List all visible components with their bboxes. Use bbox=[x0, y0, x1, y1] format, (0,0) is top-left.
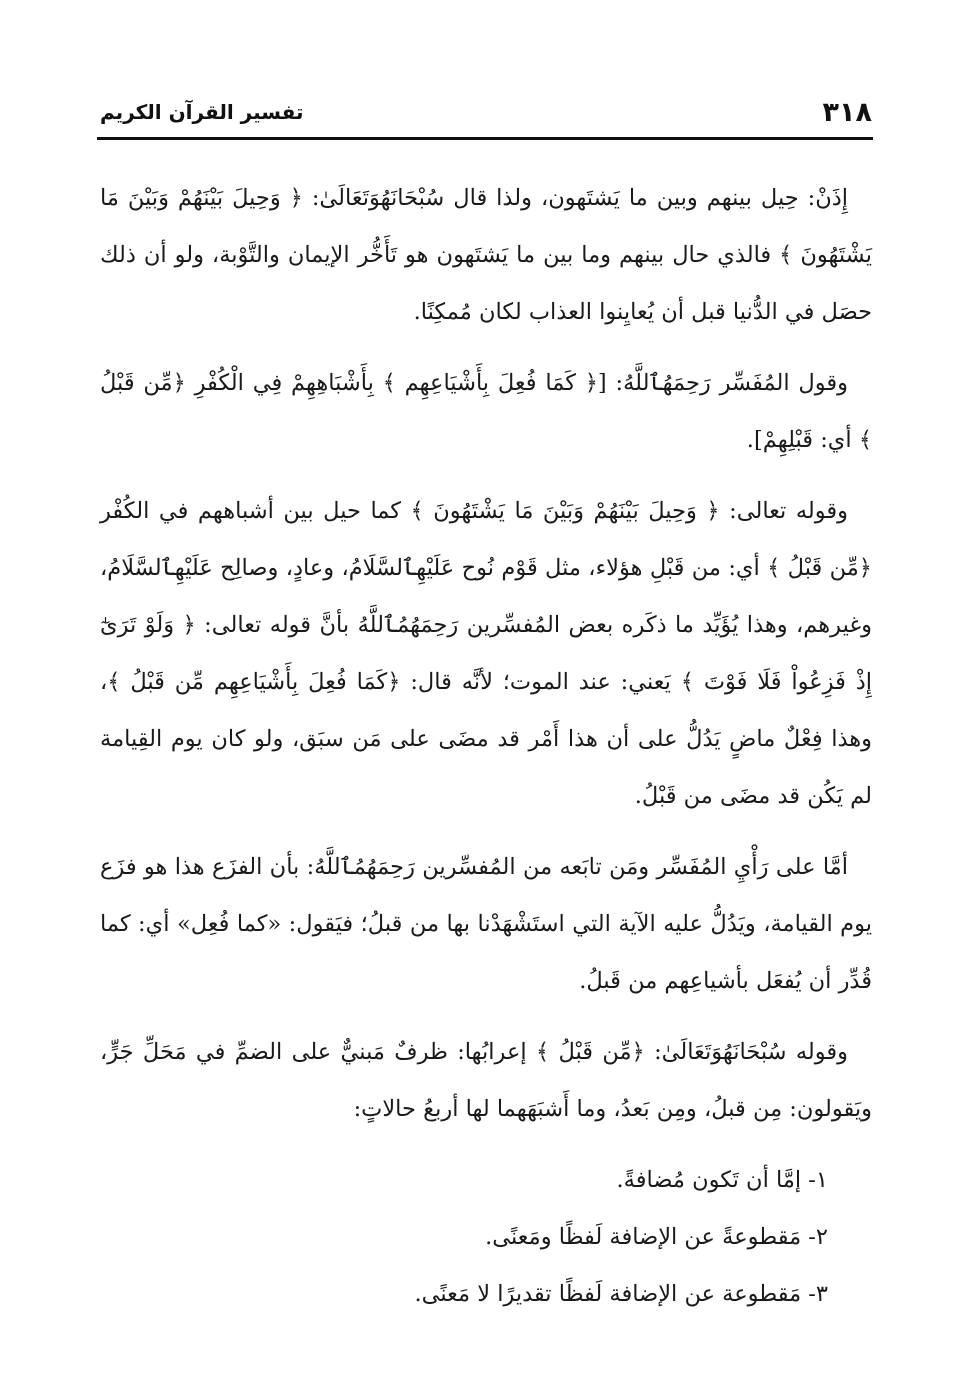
paragraph-5: وقوله سُبْحَانَهُوَتَعَالَىٰ: ﴿مِّن قَبْلُ ﴾ إعرابُها: ظرفٌ مَبنيٌّ على الضمِّ في مَحَلِّ جَرٍّ، ويَقولون: مِن قبلُ، ومِن بَعدُ، وما أَشبَهَهما لها أربعُ حالاتٍ: bbox=[100, 1039, 872, 1122]
cases-list bbox=[100, 1152, 872, 1323]
book-title: تفسير القرآن الكريم bbox=[100, 100, 304, 124]
header-divider bbox=[97, 137, 873, 140]
paragraph-1: إِذَنْ: حِيل بينهم وبين ما يَشتَهون، ولذا قال سُبْحَانَهُوَتَعَالَىٰ: ﴿ وَحِيلَ بَيْنَهُمْ وَبَيْنَ مَا يَشْتَهُونَ ﴾ فالذي حال بينهم وما بين ما يَشتَهون هو تَأَخُّر الإيمان والتَّوْبة، ولو أن ذلك حصَل في الدُّنيا قبل أن يُعايِنوا العذاب لكان مُمكِنًا. bbox=[100, 185, 872, 325]
paragraph-4: أمَّا على رَأْيِ المُفَسِّر ومَن تابَعه من المُفسِّرين رَحِمَهُمُٱللَّهُ: بأن الفزَع هذا هو فزَع يوم القيامة، ويَدُلُّ عليه الآية التي استَشْهَدْنا بها من قبلُ؛ فيَقول: «كما فُعِل» أي: كما قُدِّر أن يُفعَل بأشياعِهم من قَبلُ. bbox=[100, 854, 872, 994]
page-body bbox=[100, 170, 872, 1323]
list-item: ٣- مَقطوعة عن الإضافة لَفظًا تقديرًا لا مَعنًى. bbox=[414, 1281, 828, 1307]
list-item: ١- إمَّا أن تَكون مُضافةً. bbox=[616, 1167, 828, 1193]
page-number: ٣١٨ bbox=[822, 96, 872, 128]
paragraph-3: وقوله تعالى: ﴿ وَحِيلَ بَيْنَهُمْ وَبَيْنَ مَا يَشْتَهُونَ ﴾ كما حيل بين أشباههم في الكُفْر ﴿مِّن قَبْلُ ﴾ أي: من قَبْلِ هؤلاء، مثل قَوْم نُوح عَلَيْهِٱلسَّلَامُ، وعادٍ، وصالِح عَلَيْهِٱلسَّلَامُ، وغيرهم، وهذا يُؤَيِّد ما ذكَره بعض المُفسِّرين رَحِمَهُمُٱللَّهُ بأنَّ قوله تعالى: ﴿ وَلَوْ تَرَىٰٓ إِذْ فَزِعُواْ فَلَا فَوْتَ ﴾ يَعني: عند الموت؛ لأنَّه قال: ﴿كَمَا فُعِلَ بِأَشْيَاعِهِم مِّن قَبْلُ ﴾، وهذا فِعْلٌ ماضٍ يَدُلُّ على أن هذا أَمْر قد مضَى على مَن سبَق، ولو كان يوم القِيامة لم يَكُن قد مضَى من قَبْلُ. bbox=[100, 498, 872, 809]
paragraph-2: وقول المُفَسِّر رَحِمَهُٱللَّهُ: [﴿ كَمَا فُعِلَ بِأَشْيَاعِهِم ﴾ بِأَشْبَاهِهِمْ فِي الْكُفْرِ ﴿مِّن قَبْلُ ﴾ أي: قَبْلِهِمْ]. bbox=[100, 370, 872, 453]
running-header bbox=[100, 92, 872, 132]
list-item: ٢- مَقطوعةً عن الإضافة لَفظًا ومَعنًى. bbox=[485, 1224, 828, 1250]
